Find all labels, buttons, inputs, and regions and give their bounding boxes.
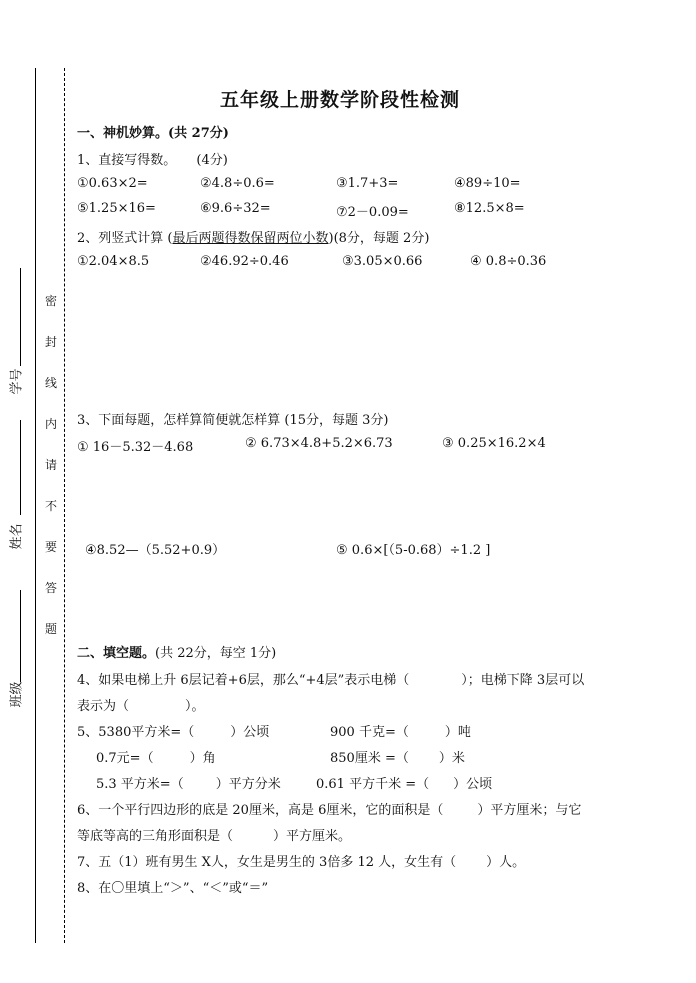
student-no-label: 学号 [9,368,25,395]
seal-char: 内 [45,417,58,431]
q1-item: ⑤1.25×16= [77,201,156,216]
q5-item: 5.3 平方米=（ ）平方分米 [96,777,281,792]
q2-prompt: 2、列竖式计算 (最后两题得数保留两位小数)(8分，每题 2分) [77,231,430,246]
q1-item: ⑦2－0.09= [336,205,409,220]
q2-item: ②46.92÷0.46 [200,254,289,269]
name-label: 姓名 [9,523,25,550]
q5-item: 5、5380平方米=（ ）公顷 [77,725,270,740]
seal-dashed-line [64,68,65,943]
q5-item: 0.61 平方千米 =（ ）公顷 [316,777,493,792]
seal-char: 题 [45,622,58,636]
q1-item: ⑧12.5×8= [454,201,525,216]
seal-char: 请 [45,458,58,472]
name-blank[interactable] [20,420,21,515]
section1-heading: 一、神机妙算。(共 27分) [77,126,229,141]
q8: 8、在〇里填上“＞”、“＜”或“＝” [77,881,269,896]
seal-char: 线 [45,376,58,390]
student-no-blank[interactable] [20,268,21,366]
seal-char: 密 [45,294,58,308]
q6-line2: 等底等高的三角形面积是（ ）平方厘米。 [77,829,352,844]
q3-item: ④8.52—（5.52+0.9） [85,543,226,558]
seal-char: 不 [45,499,58,513]
q1-item: ⑥9.6÷32= [200,201,271,216]
q2-item: ①2.04×8.5 [77,254,150,269]
q3-prompt: 3、下面每题，怎样算简便就怎样算 (15分，每题 3分) [77,413,389,428]
seal-char: 答 [45,581,58,595]
q3-item: ⑤ 0.6×[（5-0.68）÷1.2 ] [336,543,491,558]
binding-line [35,68,36,943]
class-blank[interactable] [20,590,21,682]
section2-heading: 二、填空题。(共 22分，每空 1分) [77,646,277,661]
q4-line1: 4、如果电梯上升 6层记着+6层，那么“+4层”表示电梯（ ）；电梯下降 3层可以 [77,673,585,688]
q3-item: ① 16－5.32－4.68 [77,440,194,455]
q3-item: ② 6.73×4.8+5.2×6.73 [245,436,393,451]
q2-item: ④ 0.8÷0.36 [470,254,547,269]
q1-item: ①0.63×2= [77,176,148,191]
class-label: 班级 [9,681,25,708]
q1-item: ②4.8÷0.6= [200,176,275,191]
q6-line1: 6、一个平行四边形的底是 20厘米，高是 6厘米，它的面积是（ ）平方厘米；与它 [77,803,582,818]
q5-item: 900 千克=（ ）吨 [330,725,471,740]
page-title: 五年级上册数学阶段性检测 [220,89,461,111]
q3-item: ③ 0.25×16.2×4 [442,436,546,451]
q4-line2: 表示为（ ）。 [77,699,205,714]
q5-item: 0.7元=（ ）角 [96,751,216,766]
seal-char: 封 [45,335,58,349]
q5-item: 850厘米 =（ ）米 [330,751,465,766]
q1-item: ③1.7+3= [336,176,399,191]
q1-item: ④89÷10= [454,176,521,191]
q7: 7、五（1）班有男生 X人，女生是男生的 3倍多 12 人，女生有（ ）人。 [77,855,526,870]
seal-char: 要 [45,540,58,554]
q2-item: ③3.05×0.66 [342,254,423,269]
q1-prompt: 1、直接写得数。 (4分) [77,153,228,168]
